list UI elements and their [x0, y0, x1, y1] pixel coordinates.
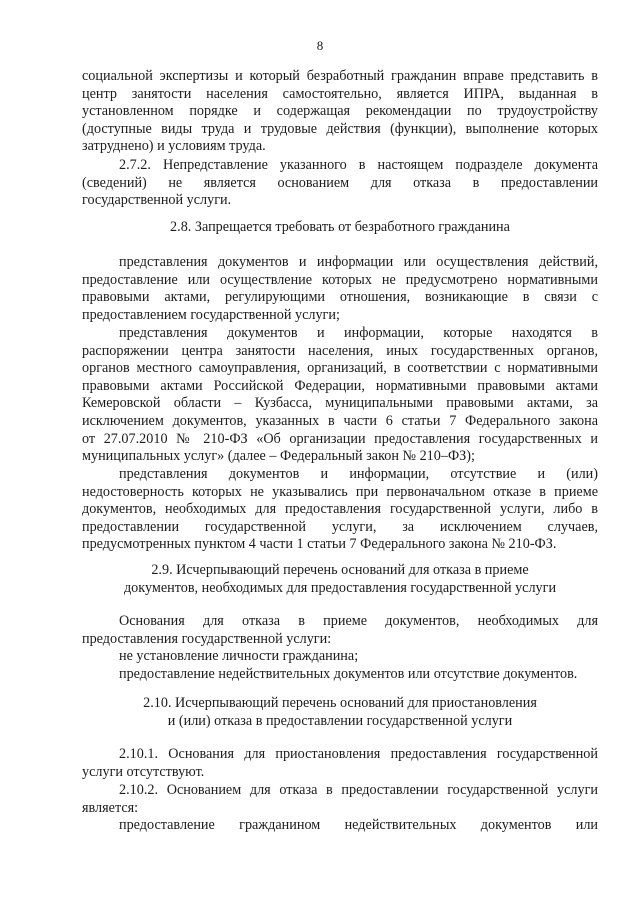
text-line: документов, необходимых для предоставления государственной услуги, либо в [82, 501, 598, 518]
section-heading-2-10 [82, 695, 598, 730]
heading-line: 2.9. Исчерпывающий перечень оснований для отказа в приеме [151, 562, 529, 578]
text-line: центр занятости населения самостоятельно, является ИПРА, выданная в [82, 85, 598, 102]
text-line: исключением документов, указанных в части 6 статьи 7 Федерального закона [82, 412, 598, 429]
paragraph-2-10-2 [82, 782, 598, 817]
text-line: 2.10.1. Основания для приостановления предоставления государственной [119, 746, 598, 762]
paragraph-2-10-1 [82, 746, 598, 781]
text-line: Основания для отказа в приеме документов, необходимых для [119, 613, 598, 629]
text-line: установленном порядке и содержащая рекомендации по трудоустройству [82, 103, 598, 120]
section-heading-2-9 [82, 562, 598, 597]
text-line: представления документов и информации, которые находятся в [119, 325, 598, 341]
text-line: Кемеровской области – Кузбасса, муниципальными правовыми актами, за [82, 395, 598, 412]
paragraph-2-8-a [82, 254, 598, 324]
text-line: органов местного самоуправления, организаций, в соответствии с нормативными [82, 360, 598, 377]
paragraph-2-9-c: предоставление недействительных документов или отсутствие документов. [119, 666, 578, 682]
text-line: правовыми актами, регулирующими отношения, возникающие в связи с [82, 289, 598, 306]
text-line: от 27.07.2010 № 210-ФЗ «Об организации предоставления государственных и [82, 430, 598, 447]
text-line: предоставлением государственной услуги; [82, 306, 340, 323]
text-line: является: [82, 799, 139, 816]
text-line: представления документов и информации, отсутствие и (или) [119, 466, 598, 482]
text-line: 2.10.2. Основанием для отказа в предоставлении государственной услуги [119, 782, 598, 798]
paragraph-2-10-2-item [82, 817, 598, 835]
text-line: предоставления государственной услуги: [82, 630, 332, 647]
heading-line: и (или) отказа в предоставлении государственной услуги [167, 712, 513, 729]
text-line: представления документов и информации или осуществления действий, [119, 254, 598, 270]
text-line: услуги отсутствуют. [82, 763, 205, 780]
section-heading-2-8: 2.8. Запрещается требовать от безработного гражданина [170, 219, 510, 235]
text-line: государственной услуги. [82, 192, 232, 209]
text-line: затруднено) и условиям труда. [82, 138, 266, 155]
heading-line: 2.10. Исчерпывающий перечень оснований для приостановления [143, 695, 537, 711]
text-line: предоставление или осуществление которых не предусмотрено нормативными [82, 271, 598, 288]
text-line: (доступные виды труда и трудовые действия (функции), выполнение которых [82, 120, 598, 137]
paragraph-2-8-b [82, 325, 598, 466]
text-line: правовыми актами Российской Федерации, нормативными правовыми актами [82, 377, 598, 394]
text-line: распоряжении центра занятости населения, иных государственных органов, [82, 342, 598, 359]
page-number: 8 [316, 38, 324, 53]
heading-line: документов, необходимых для предоставления государственной услуги [123, 579, 557, 596]
text-line: 2.7.2. Непредставление указанного в настоящем подразделе документа [119, 157, 598, 173]
paragraph-2-8-c [82, 466, 598, 554]
paragraph-2-9-b: не установление личности гражданина; [119, 648, 359, 664]
paragraph-ipra [82, 68, 598, 156]
paragraph-2-7-2 [82, 157, 598, 210]
text-line: недостоверность которых не указывались при первоначальном отказе в приеме [82, 483, 598, 500]
text-line: муниципальных услуг» (далее – Федеральный закон № 210–ФЗ); [82, 448, 475, 465]
paragraph-2-9-a [82, 613, 598, 648]
text-line: предоставление гражданином недействительных документов или [119, 817, 598, 833]
text-line: предоставлении государственной услуги, за исключением случаев, [82, 518, 598, 535]
text-line: (сведений) не является основанием для отказа в предоставлении [82, 174, 598, 191]
text-line: социальной экспертизы и который безработный гражданин вправе представить в [82, 68, 598, 84]
text-line: предусмотренных пунктом 4 части 1 статьи 7 Федерального закона № 210-ФЗ. [82, 536, 557, 553]
